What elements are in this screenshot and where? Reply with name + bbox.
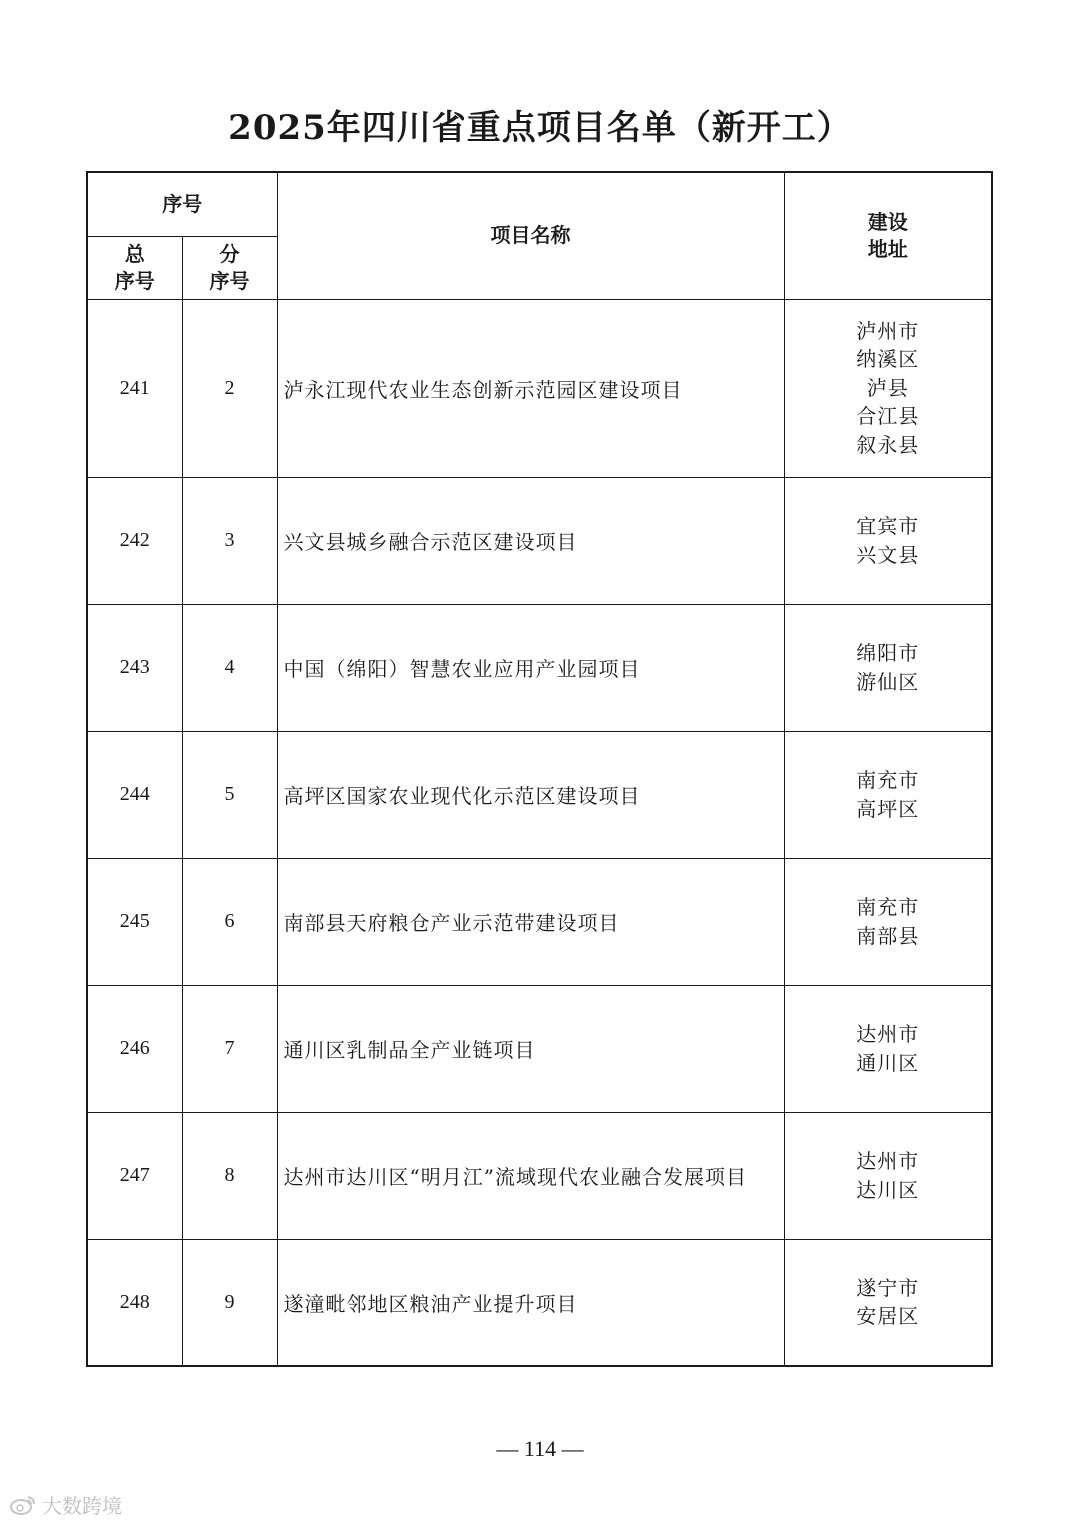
header-address [784,172,992,299]
address-line: 高坪区 [856,796,920,821]
address-cell [784,1239,992,1366]
total-seq-cell: 243 [87,604,182,731]
watermark [10,1490,122,1519]
total-seq-cell: 245 [87,858,182,985]
table-row [87,985,992,1112]
total-seq-cell: 242 [87,477,182,604]
address-cell [784,477,992,604]
table-row [87,477,992,604]
address-line: 兴文县 [856,542,920,567]
address-line: 通川区 [856,1050,920,1075]
address-cell [784,731,992,858]
sub-seq-cell: 3 [182,477,277,604]
watermark-text: 大数跨境 [42,1494,122,1518]
project-table [86,171,993,1367]
address-cell [784,1112,992,1239]
address-line: 纳溪区 [856,347,920,372]
total-seq-cell: 248 [87,1239,182,1366]
address-line: 遂宁市 [856,1275,920,1300]
project-name-cell: 南部县天府粮仓产业示范带建设项目 [277,858,784,985]
table-row [87,604,992,731]
sub-seq-cell: 8 [182,1112,277,1239]
sub-seq-cell: 7 [182,985,277,1112]
address-cell [784,604,992,731]
sub-seq-cell: 9 [182,1239,277,1366]
total-seq-cell: 247 [87,1112,182,1239]
address-cell [784,858,992,985]
address-line: 泸县 [866,375,909,400]
project-name-cell: 兴文县城乡融合示范区建设项目 [277,477,784,604]
address-line: 安居区 [856,1304,920,1329]
table-row [87,731,992,858]
header-total-seq-text: 总 序号 [114,241,155,293]
weibo-logo-icon [10,1494,36,1516]
address-line: 绵阳市 [856,641,920,665]
header-project-name: 项目名称 [277,172,784,299]
sub-seq-cell: 6 [182,858,277,985]
address-line: 南部县 [856,923,920,948]
table-row [87,299,992,477]
address-line: 泸州市 [856,318,920,343]
header-total-seq [87,236,182,299]
address-cell [784,985,992,1112]
address-line: 合江县 [856,404,920,429]
header-sub-seq [182,236,277,299]
page-title: 2025年四川省重点项目名单（新开工） [228,108,852,148]
address-line: 达州市 [856,1022,920,1046]
address-cell [784,299,992,477]
total-seq-cell: 246 [87,985,182,1112]
project-name-cell: 达州市达川区“明月江”流域现代农业融合发展项目 [277,1112,784,1239]
table-body [87,299,992,1366]
sub-seq-cell: 5 [182,731,277,858]
page-number: — 114 — [496,1436,584,1461]
total-seq-cell: 244 [87,731,182,858]
total-seq-cell: 241 [87,299,182,477]
header-address-text: 建设 地址 [867,209,908,261]
project-name-cell: 遂潼毗邻地区粮油产业提升项目 [277,1239,784,1366]
address-line: 南充市 [856,895,920,919]
sub-seq-cell: 4 [182,604,277,731]
project-name-cell: 泸永江现代农业生态创新示范园区建设项目 [277,299,784,477]
address-line: 南充市 [856,768,920,792]
sub-seq-cell: 2 [182,299,277,477]
project-name-cell: 中国（绵阳）智慧农业应用产业园项目 [277,604,784,731]
address-line: 游仙区 [856,669,920,694]
table-row [87,858,992,985]
address-line: 达川区 [856,1177,920,1202]
table-row [87,1239,992,1366]
project-name-cell: 通川区乳制品全产业链项目 [277,985,784,1112]
project-name-cell: 高坪区国家农业现代化示范区建设项目 [277,731,784,858]
header-sub-seq-text: 分 序号 [209,241,250,293]
address-line: 宜宾市 [856,514,920,538]
address-line: 叙永县 [856,432,920,457]
table-row [87,1112,992,1239]
address-line: 达州市 [856,1149,920,1173]
header-seq-group: 序号 [87,172,277,236]
